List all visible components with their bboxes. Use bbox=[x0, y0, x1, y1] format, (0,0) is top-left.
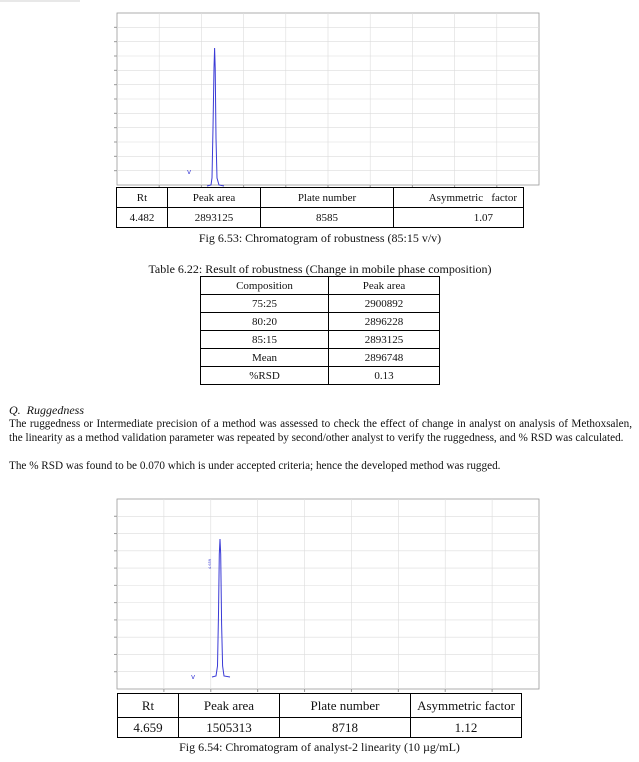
col-plate-number: Plate number bbox=[280, 694, 411, 718]
col-peak-area: Peak area bbox=[179, 694, 280, 718]
cell-asymmetric: 1.12 bbox=[411, 718, 522, 738]
col-rt: Rt bbox=[118, 694, 179, 718]
cell-peak-area: 2896228 bbox=[329, 313, 440, 331]
cell-rt: 4.659 bbox=[118, 718, 179, 738]
cell-composition: 80:20 bbox=[201, 313, 329, 331]
table-6-22-title: Table 6.22: Result of robustness (Change in mobile phase composition) bbox=[148, 262, 492, 276]
col-asymmetric: Asymmetric factor bbox=[394, 188, 524, 208]
paragraph-rsd-result: The % RSD was found to be 0.070 which is under accepted criteria; hence the developed method was rugged. bbox=[9, 460, 501, 472]
figure-caption-2: Fig 6.54: Chromatogram of analyst-2 linearity (10 µg/mL) bbox=[179, 740, 460, 754]
cell-rt: 4.482 bbox=[117, 208, 168, 228]
chromatogram-1-svg bbox=[112, 8, 544, 190]
peak-label: 4.659 bbox=[208, 558, 212, 569]
chromatogram-2 bbox=[112, 494, 544, 694]
paragraph-ruggedness: The ruggedness or Intermediate precision of a method was assessed to check the effect of change in analyst on analysis of Methoxsalen, the linearity as a method validation parameter was repeated by second/other analyst to verify the ruggedness, and % RSD was calculated. bbox=[9, 418, 632, 444]
chromatogram-2-svg bbox=[112, 494, 544, 694]
col-asymmetric: Asymmetric factor bbox=[411, 694, 522, 718]
col-rt: Rt bbox=[117, 188, 168, 208]
top-rule bbox=[0, 0, 80, 2]
injection-mark: v bbox=[187, 168, 192, 176]
chromatogram-2-table bbox=[117, 693, 522, 738]
cell-peak-area: 1505313 bbox=[179, 718, 280, 738]
chromatogram-1 bbox=[112, 8, 544, 190]
figure-caption-1: Fig 6.53: Chromatogram of robustness (85:15 v/v) bbox=[198, 231, 442, 245]
plot-frame bbox=[117, 499, 539, 689]
cell-mean-value: 2896748 bbox=[329, 349, 440, 367]
cell-rsd-label: %RSD bbox=[201, 367, 329, 385]
cell-peak-area: 2900892 bbox=[329, 295, 440, 313]
cell-peak-area: 2893125 bbox=[329, 331, 440, 349]
cell-plate-number: 8585 bbox=[261, 208, 394, 228]
chromatogram-1-table bbox=[116, 187, 524, 228]
col-plate-number: Plate number bbox=[261, 188, 394, 208]
col-composition: Composition bbox=[201, 277, 329, 295]
cell-plate-number: 8718 bbox=[280, 718, 411, 738]
col-peak-area: Peak area bbox=[329, 277, 440, 295]
injection-mark: v bbox=[191, 673, 196, 681]
cell-asymmetric: 1.07 bbox=[394, 208, 524, 228]
cell-rsd-value: 0.13 bbox=[329, 367, 440, 385]
cell-composition: 75:25 bbox=[201, 295, 329, 313]
section-heading: Q. Ruggedness bbox=[9, 403, 84, 417]
cell-mean-label: Mean bbox=[201, 349, 329, 367]
table-6-22 bbox=[200, 276, 440, 385]
cell-peak-area: 2893125 bbox=[168, 208, 261, 228]
cell-composition: 85:15 bbox=[201, 331, 329, 349]
col-peak-area: Peak area bbox=[168, 188, 261, 208]
